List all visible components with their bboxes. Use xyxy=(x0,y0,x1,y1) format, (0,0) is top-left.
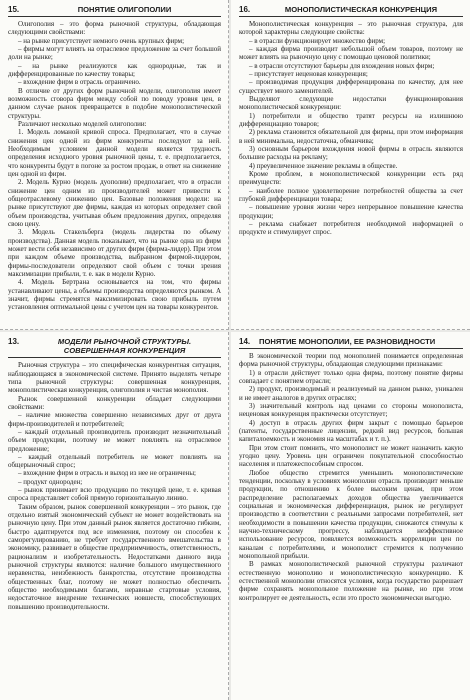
paragraph: В отличие от других форм рыночной модели, олигополия имеет возможность сговора фирм между собой по поводу уровня цен, в данном случае рынок превращается в подобие монополистической структуры. xyxy=(8,86,221,120)
paragraph: Различают несколько моделей олигополии: xyxy=(18,120,147,129)
card-market-structure-models xyxy=(0,332,229,700)
card-number: 14. xyxy=(239,337,251,346)
card-title: ПОНЯТИЕ ОЛИГОПОЛИИ xyxy=(77,5,172,14)
paragraph: Рынок совершенной конкуренции обладает следующими свойствами: xyxy=(8,394,221,411)
paragraph: – присутствует неценовая конкуренция; xyxy=(249,70,368,79)
paragraph: Таким образом, рынок совершенной конкуренции – это рынок, где отдельно взятый экономический субъект не может воздействовать на рыночную цену. При этом данный рынок является достаточно гибким, быстро адаптируется под все изменения, поэтому он способен к саморегулированию, не требует государственного вмешательства в экономику, развивает в обществе предприимчивость, ответственность, рационализм и изобретательность. Недостатками данного вида рыночной структуры являются: наличие большого имущественного неравенства, неизбежность банкротства, отсутствие производства общественных благ, поэтому не может полностью обеспечить общество необходимыми благами, неравные стартовые условия, недостаточное внедрение технических новшеств, способствующих повышению производительности. xyxy=(8,502,221,611)
paragraph: При этом стоит помнить, что монополист не может назначить какую угодно цену. Уровень цен ограничен покупательной способностью населения и платежеспособным спросом. xyxy=(239,443,463,469)
paragraph: 1. Модель ломаной кривой спроса. Предполагает, что в случае снижения цен одной из фирм конкуренты последуют за ней. Необходимым условием данной модели является трудность определения исходного уровня рыночной цены, т. е. предполагается, что конкуренты будут в погоне за ростом продаж, в ответ на снижение цен одной из фирм. xyxy=(8,128,221,179)
paragraph: 2. Модель Курно (модель дуополии) предполагает, что в отрасли снижение цен одним из производителей может привести к общеотраслевому снижению цен. Базовые положения модели: на рынке присутствуют две фирмы, каждая из которых определяет свой объем производства, учитывая объем предложения других, определяя свою цену. xyxy=(8,178,221,228)
paragraph: 2) реклама становится обязательной для фирмы, при этом информация в ней минимальна, недостаточна, обманчива; xyxy=(239,128,463,145)
paragraph: – фирмы могут влиять на отраслевое предложение за счет большой доли на рынке; xyxy=(8,45,221,62)
paragraph: Выделяют следующие недостатки функционирования монополистической конкуренции: xyxy=(239,95,463,112)
card-title: МОДЕЛИ РЫНОЧНОЙ СТРУКТУРЫ. СОВЕРШЕННАЯ КОНКУРЕНЦИЯ xyxy=(57,337,192,356)
paragraph: – рынок принимает всю продукцию по текущей цене, т. е. кривая спроса представляет собой прямую горизонтальную линию. xyxy=(8,486,221,503)
paragraph: – наличие множества совершенно независимых друг от друга фирм-производителей и потребителей; xyxy=(8,411,221,428)
card-header xyxy=(8,337,221,358)
card-monopolistic-competition xyxy=(231,0,470,330)
paragraph: 4. Модель Бертрана основывается на том, что фирмы устанавливают цены, а объемы производства определяются рынком. А значит, фирмы стремятся максимизировать свою прибыль путем установления оптимальной цены с учетом цен на товары конкурентов. xyxy=(8,278,221,312)
card-title: ПОНЯТИЕ МОНОПОЛИИ, ЕЕ РАЗНОВИДНОСТИ xyxy=(259,337,436,346)
paragraph: Кроме проблем, в монополистической конкуренции есть ряд преимуществ: xyxy=(239,170,463,187)
card-number: 13. xyxy=(8,337,20,346)
paragraph: – реклама снабжает потребителя необходимой информацией о продукте и стимулирует спрос. xyxy=(239,219,463,237)
paragraph: – в отрасли функционирует множество фирм; xyxy=(249,36,386,45)
paragraph: Монополистическая конкуренция – это рыночная структура, для которой характерны следующие свойства: xyxy=(239,20,463,37)
paragraph: 3) основным барьером вхождения новой фирмы в отрасль являются большие расходы на рекламу; xyxy=(239,145,463,162)
paragraph: – каждый отдельный производитель производит незначительный объем продукции, поэтому не может повлиять на отраслевое предложение; xyxy=(8,427,221,453)
paragraph: 1) в отрасли действует только одна фирма, поэтому понятие фирмы совпадает с понятием отрасли; xyxy=(239,368,463,386)
paragraph: – продукт однороден; xyxy=(18,477,83,486)
paragraph: Рыночная структура – это специфическая конкурентная ситуация, наблюдающаяся в экономической системе. Принято выделять четыре типа рыночной структуры: совершенная конкуренция, монополистическая конкуренция, олигополия и чистая монополия. xyxy=(8,361,221,395)
card-body xyxy=(8,20,221,311)
card-oligopoly xyxy=(0,0,229,330)
paragraph: – производимая продукция дифференцирована по качеству, для нее существует много заменителей. xyxy=(239,78,463,95)
paragraph: В экономической теории под монополией понимается определенная форма рыночной структуры, обладающая следующими признаками: xyxy=(239,352,463,369)
card-body xyxy=(239,352,463,602)
card-number: 16. xyxy=(239,5,251,14)
paragraph: – наиболее полное удовлетворение потребностей общества за счет глубокой дифференциации товара; xyxy=(239,186,463,203)
card-header xyxy=(8,5,221,17)
paragraph: – в отрасли отсутствуют барьеры для вхождения новых фирм; xyxy=(249,61,435,70)
paragraph: Олигополия – это форма рыночной структуры, обладающая следующими свойствами: xyxy=(8,20,221,37)
paragraph: – каждая фирма производит небольшой объем товаров, поэтому не может влиять на рыночную цену с помощью ценовой политики; xyxy=(239,45,463,62)
paragraph: Любое общество стремится уменьшить монополистические тенденции, поскольку в условиях монополии отрасль производит меньше продукции, по отношению к более высоким ценам, при этом распределение располагаемых доходов общества увеличивается социальная и экономическая дифференциация, рынок не регулирует производство в соответствии с реальными запросами потребителей, нет необходимости в повышении качества продукции, снижаются стимулы к научно-техническому прогрессу, наблюдается неэффективное использование ресурсов, появляется возможность корреляции цен по каналам с потребителями, и монополист стремится к получению монопольной прибыли. xyxy=(239,468,463,560)
paragraph: – на рынке реализуются как однородные, так и дифференцированные по качеству товары; xyxy=(8,61,221,79)
paragraph: В рамках монополистической рыночной структуры различают естественную монополию и монополистическую конкуренцию. К естественной монополии относятся условия, когда государство разрешает фирме сохранять монопольное положение на рынке, но при этом контролирует ее деятельность, если это просто экономически выгодно. xyxy=(239,560,463,602)
card-body xyxy=(239,20,463,237)
card-header xyxy=(239,337,463,349)
card-monopoly-concept xyxy=(231,332,470,700)
paragraph: 4) преувеличенное значение рекламы в обществе. xyxy=(249,161,398,170)
paragraph: – повышение уровня жизни через непрерывное повышение качества продукции; xyxy=(239,203,463,220)
paragraph: – каждый отдельный потребитель не может повлиять на общерыночный спрос; xyxy=(8,452,221,470)
paragraph: 3) значительный контроль над ценами со стороны монополиста, неценовая конкуренция практически отсутствует; xyxy=(239,402,463,419)
paragraph: 3. Модель Стакельберга (модель лидерства по объему производства). Данная модель показывает, что на рынке одна из фирм может вести себя независимо от других фирм (фирма-лидер). При этом при каждом объеме производства, выбранном фирмой-лидером, фирмы-последователи определяют свой объем с точки зрения максимизации прибыли, т. е. как в модели Курно. xyxy=(8,228,221,278)
paragraph: 1) потребители и общество тратят ресурсы на излишнюю дифференциацию товаров; xyxy=(239,111,463,129)
card-title: МОНОПОЛИСТИЧЕСКАЯ КОНКУРЕНЦИЯ xyxy=(284,5,438,14)
paragraph: 2) продукт, производимый и реализуемый на данном рынке, уникален и не имеет аналогов в других отраслях; xyxy=(239,385,463,402)
paragraph: – вхождение фирм в отрасль ограничено. xyxy=(18,78,141,87)
card-body xyxy=(8,361,221,611)
paragraph: – на рынке присутствует немного очень крупных фирм; xyxy=(18,36,185,45)
paragraph: 4) доступ в отрасль других фирм закрыт с помощью барьеров (патенты, государственные лицензии, редкий вид ресурсов, большая капиталоемкость и экономия на масштабах и т. п.). xyxy=(239,418,463,444)
card-header xyxy=(239,5,463,17)
paragraph: – вхождение фирм в отрасль и выход из нее не ограничены; xyxy=(18,469,196,478)
card-number: 15. xyxy=(8,5,20,14)
